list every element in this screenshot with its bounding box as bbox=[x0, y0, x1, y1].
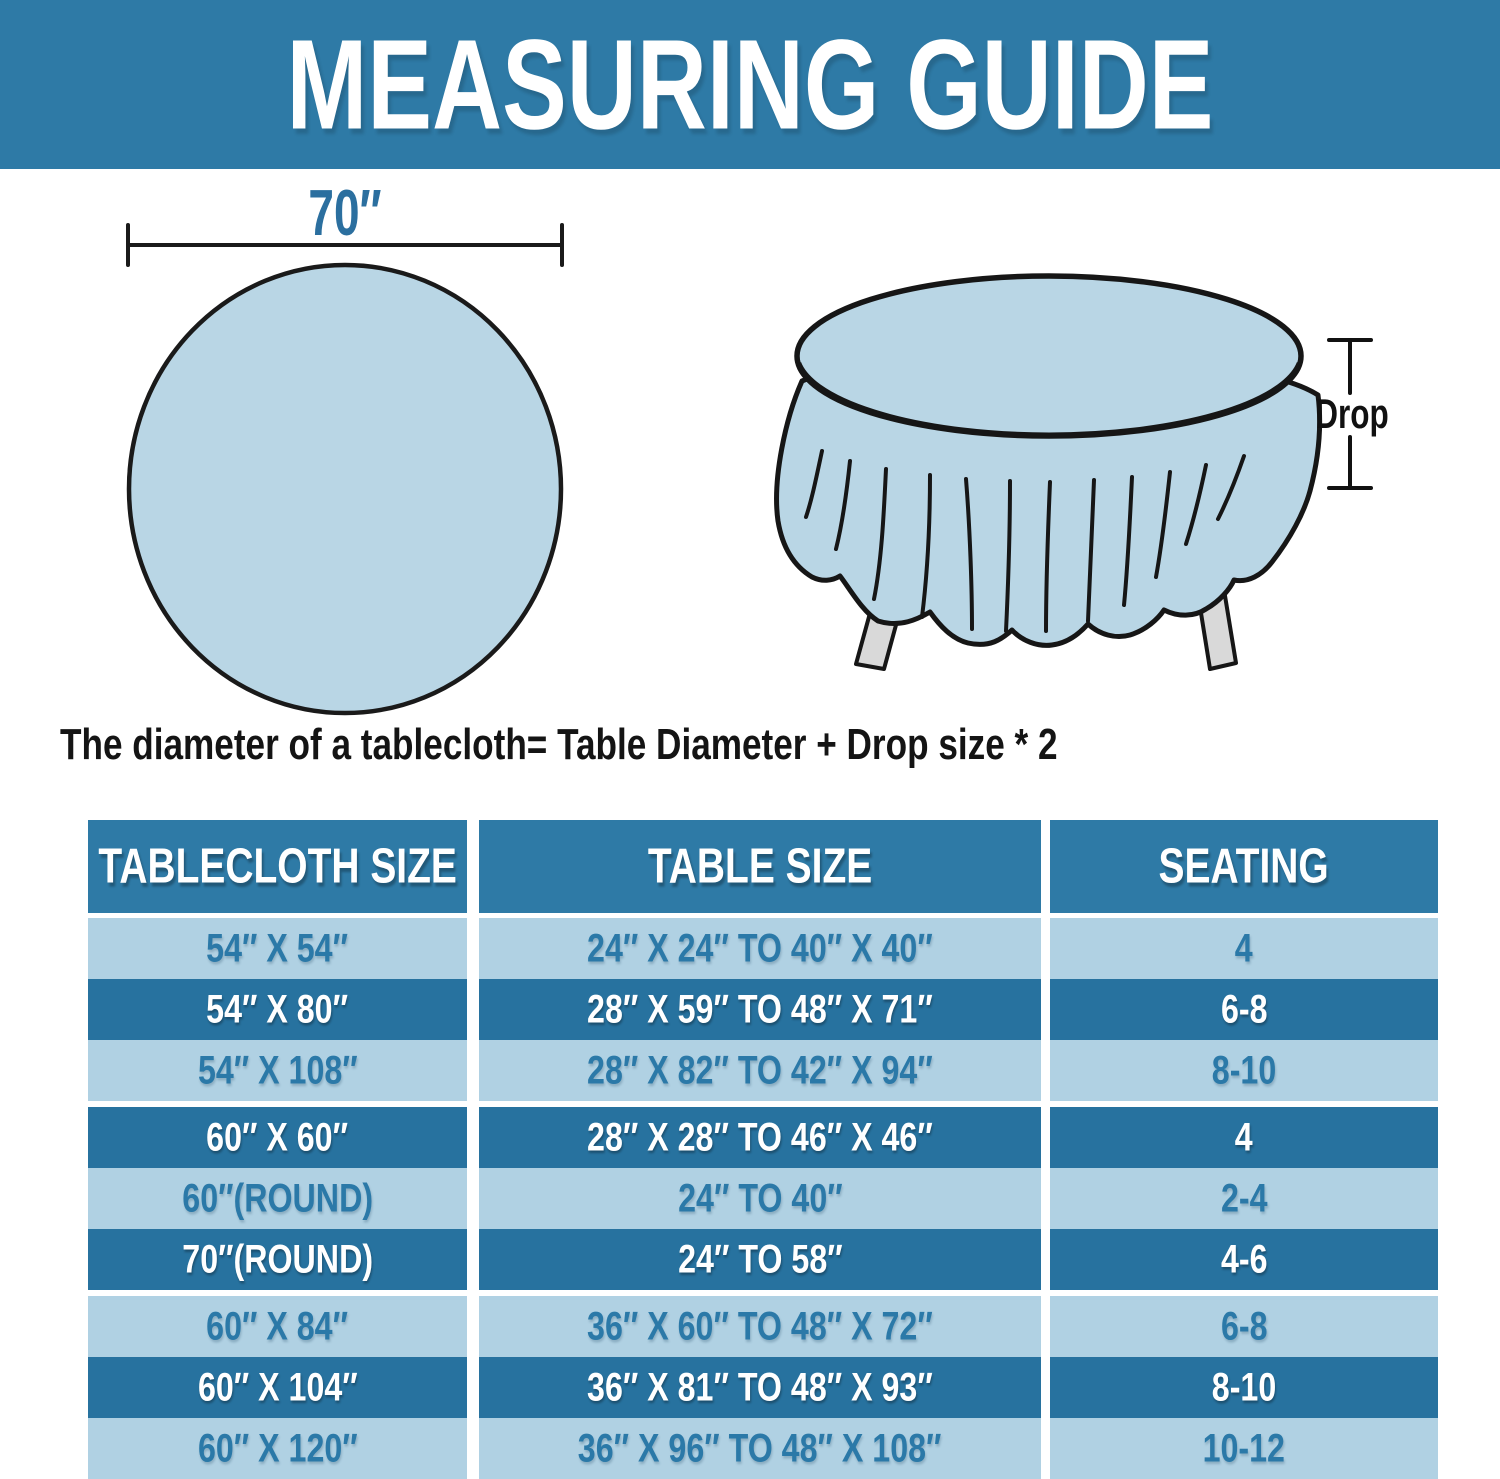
table-row bbox=[88, 1168, 1438, 1229]
table-cell-text: 6-8 bbox=[1220, 986, 1268, 1032]
table-row bbox=[88, 979, 1438, 1040]
table-cell-text: 36″ X 96″ TO 48″ X 108″ bbox=[578, 1425, 942, 1471]
table-row bbox=[88, 1107, 1438, 1168]
table-cell-text: 36″ X 60″ TO 48″ X 72″ bbox=[587, 1303, 933, 1349]
table-cell-text: 4-6 bbox=[1220, 1236, 1268, 1282]
table-cell bbox=[479, 1107, 1041, 1168]
table-cell bbox=[479, 1229, 1041, 1290]
table-cell-text: 8-10 bbox=[1211, 1047, 1277, 1093]
table-cell-text: 60″ X 60″ bbox=[206, 1114, 349, 1160]
table-cell bbox=[88, 918, 467, 979]
table-cell bbox=[479, 1040, 1041, 1101]
table-cell bbox=[88, 1229, 467, 1290]
column-header-table-size: TABLE SIZE bbox=[647, 838, 873, 894]
table-cell bbox=[479, 1296, 1041, 1357]
diameter-label: 70″ bbox=[308, 176, 382, 249]
table-cell bbox=[479, 918, 1041, 979]
page-title: MEASURING GUIDE bbox=[286, 11, 1214, 156]
table-cell bbox=[88, 1040, 467, 1101]
table-cell bbox=[1050, 979, 1438, 1040]
table-cell bbox=[1050, 1040, 1438, 1101]
table-cell-text: 28″ X 82″ TO 42″ X 94″ bbox=[587, 1047, 933, 1093]
table-cell-text: 60″ X 104″ bbox=[197, 1364, 358, 1410]
table-cell-text: 8-10 bbox=[1211, 1364, 1277, 1410]
table-cell bbox=[479, 979, 1041, 1040]
table-row bbox=[88, 1357, 1438, 1418]
diagram bbox=[0, 169, 1500, 729]
table-cell-text: 28″ X 59″ TO 48″ X 71″ bbox=[587, 986, 933, 1032]
table-cell-text: 24″ TO 58″ bbox=[677, 1236, 843, 1282]
table-cell bbox=[88, 1168, 467, 1229]
table-cell-text: 54″ X 54″ bbox=[206, 925, 349, 971]
table-cell-text: 24″ TO 40″ bbox=[677, 1175, 843, 1221]
tablecloth-circle bbox=[129, 265, 561, 713]
table-cell-text: 70″(ROUND) bbox=[182, 1236, 373, 1282]
header-banner bbox=[0, 0, 1500, 169]
table-cell-text: 54″ X 108″ bbox=[197, 1047, 358, 1093]
table-cell bbox=[479, 1418, 1041, 1479]
table-cell bbox=[88, 1107, 467, 1168]
table-cell bbox=[88, 1296, 467, 1357]
table-cell-text: 6-8 bbox=[1220, 1303, 1268, 1349]
table-cell bbox=[479, 1357, 1041, 1418]
table-cell bbox=[1050, 1229, 1438, 1290]
table-cell-text: 36″ X 81″ TO 48″ X 93″ bbox=[587, 1364, 933, 1410]
size-table-body bbox=[88, 918, 1438, 1479]
table-header-cell bbox=[479, 820, 1041, 913]
table-cell-text: 4 bbox=[1235, 925, 1253, 971]
table-cell-text: 60″ X 120″ bbox=[197, 1425, 358, 1471]
formula-text: The diameter of a tablecloth= Table Diameter + Drop size * 2 bbox=[60, 720, 1058, 769]
table-header-row bbox=[88, 820, 1438, 913]
table-cell-text: 24″ X 24″ TO 40″ X 40″ bbox=[587, 925, 933, 971]
table-cell bbox=[88, 979, 467, 1040]
formula-row bbox=[60, 720, 1480, 794]
table-cell bbox=[479, 1168, 1041, 1229]
table-cell-text: 28″ X 28″ TO 46″ X 46″ bbox=[587, 1114, 933, 1160]
drop-label: Drop bbox=[1315, 389, 1389, 438]
table-cell bbox=[1050, 1107, 1438, 1168]
table-cell bbox=[88, 1418, 467, 1479]
table-cell-text: 60″(ROUND) bbox=[182, 1175, 373, 1221]
table-cell bbox=[1050, 1357, 1438, 1418]
table-cell bbox=[1050, 918, 1438, 979]
table-cell bbox=[1050, 1418, 1438, 1479]
table-cell-text: 4 bbox=[1235, 1114, 1253, 1160]
size-table bbox=[88, 820, 1438, 1479]
table-cell bbox=[1050, 1296, 1438, 1357]
table-cell-text: 2-4 bbox=[1220, 1175, 1268, 1221]
table-cell-text: 10-12 bbox=[1202, 1425, 1286, 1471]
column-header-seating: SEATING bbox=[1158, 838, 1330, 894]
table-row bbox=[88, 1418, 1438, 1479]
table-illustration bbox=[777, 276, 1389, 669]
table-cell bbox=[1050, 1168, 1438, 1229]
table-header-cell bbox=[1050, 820, 1438, 913]
table-cell-text: 54″ X 80″ bbox=[206, 986, 349, 1032]
table-row bbox=[88, 1229, 1438, 1290]
table-header-cell bbox=[88, 820, 467, 913]
table-row bbox=[88, 918, 1438, 979]
table-cell-text: 60″ X 84″ bbox=[206, 1303, 349, 1349]
table-cell bbox=[88, 1357, 467, 1418]
table-row bbox=[88, 1296, 1438, 1357]
column-header-tablecloth-size: TABLECLOTH SIZE bbox=[98, 838, 457, 894]
table-row bbox=[88, 1040, 1438, 1101]
circle-diagram bbox=[128, 176, 562, 713]
